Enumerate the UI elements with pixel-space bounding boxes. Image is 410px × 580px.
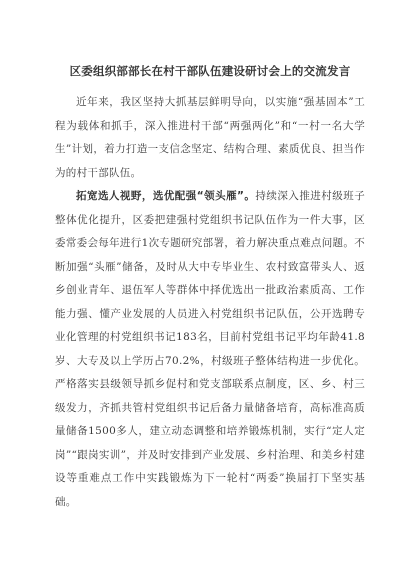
paragraph-intro: 近年来，我区坚持大抓基层鲜明导向，以实施“强基固本”工程为载体和抓手，深入推进村干部“两强两化”和“一村一名大学生”计划，着力打造一支信念坚定、结构合理、素质优良、担当作为的村干部队伍。 bbox=[55, 96, 365, 179]
section-heading: 拓宽选人视野，选优配强“领头雁”。 bbox=[76, 190, 256, 202]
document-title: 区委组织部部长在村干部队伍建设研讨会上的交流发言 bbox=[69, 64, 351, 78]
section-body: 持续深入推进村级班子整体优化提升，区委把建强村党组织书记队伍作为一件大事，区委常委会每年进行1次专题研究部署，着力解决重点难点问题。不断加强“头雁”储备，及时从大中专毕业生、农村致富带头人、返乡创业青年、退伍军人等群体中择优选出一批政治素质高、工作能力强、懂产业发展的人员进入村党组织书记队伍，公开选聘专业化管理的村党组织书记183名，目前村党组书记平均年龄41.8岁、大专及以上学历占70.2%，村级班子整体结构进一步优化。严格落实县级领导抓乡促村和党支部联系点制度，区、乡、村三级发力，齐抓共管村党组织书记后备力量储备培育，高标准高质量储备1500多人，建立动态调整和培养锻炼机制，实行“定人定岗”“跟岗实训”，并及时安排到产业发展、乡村治理、和美乡村建设等重难点工作中实践锻炼为下一轮村“两委”换届打下坚实基础。 bbox=[55, 190, 365, 508]
paragraph-section-one bbox=[55, 185, 365, 514]
